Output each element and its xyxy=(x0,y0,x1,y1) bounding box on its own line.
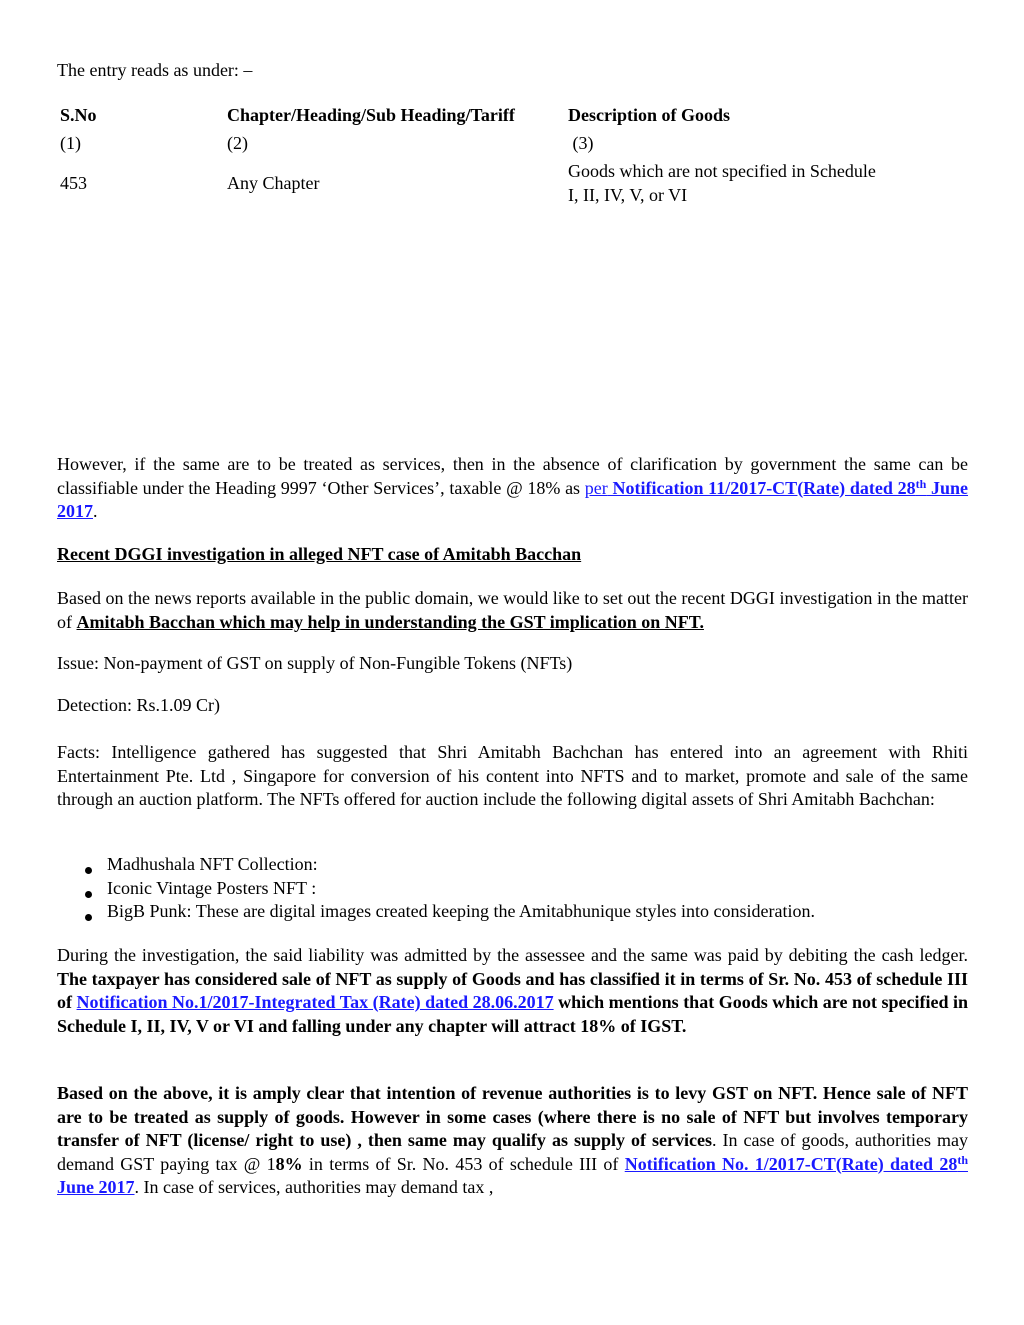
table-numbering-row xyxy=(57,132,928,160)
section-heading: Recent DGGI investigation in alleged NFT case of Amitabh Bacchan xyxy=(57,544,582,564)
investigation-paragraph-bold2: which mentions that Goods which are not specified in Schedule I, II, IV, V or VI and falling under any chapter will attract 18% of IGST. xyxy=(57,992,969,1036)
table-header-row xyxy=(57,104,928,132)
issue-text: Issue: Non-payment of GST on supply of Non-Fungible Tokens (NFTs) xyxy=(57,653,573,673)
investigation-paragraph-text: During the investigation, the said liability was admitted by the assessee and the same was paid by debiting the cash ledger. xyxy=(57,945,968,965)
services-paragraph xyxy=(57,453,968,524)
notification-11-2017-link-end: June 2017 xyxy=(57,477,969,521)
row-description-line2: I, II, IV, V, or VI xyxy=(568,184,688,205)
bullet-icon xyxy=(85,914,92,921)
row-sno: 453 xyxy=(60,172,87,193)
services-paragraph-tail: . xyxy=(93,501,98,521)
nft-assets-list xyxy=(82,853,815,924)
detection-text: Detection: Rs.1.09 Cr) xyxy=(57,695,220,715)
list-item-text: Iconic Vintage Posters NFT : xyxy=(107,877,317,898)
facts-paragraph: Facts: Intelligence gathered has suggested that Shri Amitabh Bachchan has entered into an agreement with Rhiti Entertainment Pte. Ltd , Singapore for conversion of his content into NFTS and to market, promote and sale of the same through an auction platform. The NFTs offered for auction include the following digital assets of Shri Amitabh Bachchan: xyxy=(57,742,968,809)
header-chapter: Chapter/Heading/Sub Heading/Tariff xyxy=(227,105,515,125)
list-item-text: Madhushala NFT Collection: xyxy=(107,854,318,874)
row-description-line1: Goods which are not specified in Schedule xyxy=(568,161,876,181)
numbering-2: (2) xyxy=(227,133,248,153)
row-description xyxy=(568,160,928,207)
notification-1-2017-ct-link-sup: th xyxy=(957,1152,968,1167)
link-per[interactable]: per xyxy=(584,477,608,498)
conclusion-paragraph xyxy=(57,1082,968,1200)
conclusion-paragraph-tail: . In case of services, authorities may demand tax , xyxy=(134,1177,494,1197)
intro-text: The entry reads as under: – xyxy=(57,60,253,80)
investigation-paragraph-bold1: The taxpayer has considered sale of NFT as supply of Goods and has classified it in terms of Sr. No. 453 of schedule III of xyxy=(57,968,968,1012)
list-item xyxy=(82,900,815,924)
notification-1-2017-ct-link-text: Notification No. 1/2017-CT(Rate) dated 28 xyxy=(624,1153,958,1174)
list-item xyxy=(82,877,815,901)
news-paragraph xyxy=(57,587,968,634)
conclusion-paragraph-pct: 8% xyxy=(275,1153,303,1174)
bullet-icon xyxy=(85,867,92,874)
notification-1-2017-ct-link-end: June 2017 xyxy=(57,1177,135,1197)
row-chapter: Any Chapter xyxy=(227,172,320,193)
notification-11-2017-link-sup: th xyxy=(915,476,927,491)
conclusion-paragraph-text2: in terms of Sr. No. 453 of schedule III of xyxy=(302,1153,625,1174)
list-item-text: BigB Punk: These are digital images created keeping the Amitabhunique styles into consideration. xyxy=(107,901,816,921)
investigation-paragraph xyxy=(57,944,968,1038)
header-description: Description of Goods xyxy=(568,105,730,125)
notification-1-2017-igst-link[interactable]: Notification No.1/2017-Integrated Tax (Rate) dated 28.06.2017 xyxy=(76,992,554,1012)
news-paragraph-text: Based on the news reports available in the public domain, we would like to set out the recent DGGI investigation in the matter of xyxy=(57,588,968,632)
numbering-1: (1) xyxy=(60,133,81,153)
notification-11-2017-link-text: Notification 11/2017-CT(Rate) dated 28 xyxy=(607,477,916,498)
bullet-icon xyxy=(85,891,92,898)
header-sno: S.No xyxy=(60,105,97,125)
entry-table xyxy=(57,104,928,207)
news-paragraph-bold: Amitabh Bacchan which may help in understanding the GST implication on NFT. xyxy=(76,611,704,632)
conclusion-paragraph-text1: . In case of goods, authorities may demand GST paying tax @ 1 xyxy=(57,1130,968,1174)
list-item xyxy=(82,853,815,877)
table-row xyxy=(57,160,928,207)
numbering-3: (3) xyxy=(568,133,594,153)
services-paragraph-text: However, if the same are to be treated as services, then in the absence of clarification by government the same can be classifiable under the Heading 9997 ‘Other Services’, taxable @ 18% as xyxy=(57,454,968,498)
conclusion-paragraph-bold: Based on the above, it is amply clear that intention of revenue authorities is to levy GST on NFT. Hence sale of NFT are to be treated as supply of goods. However in some cases (where there is no sale of NFT but involves temporary transfer of NFT (license/ right to use) , then same may qualify as supply of services xyxy=(57,1083,968,1150)
